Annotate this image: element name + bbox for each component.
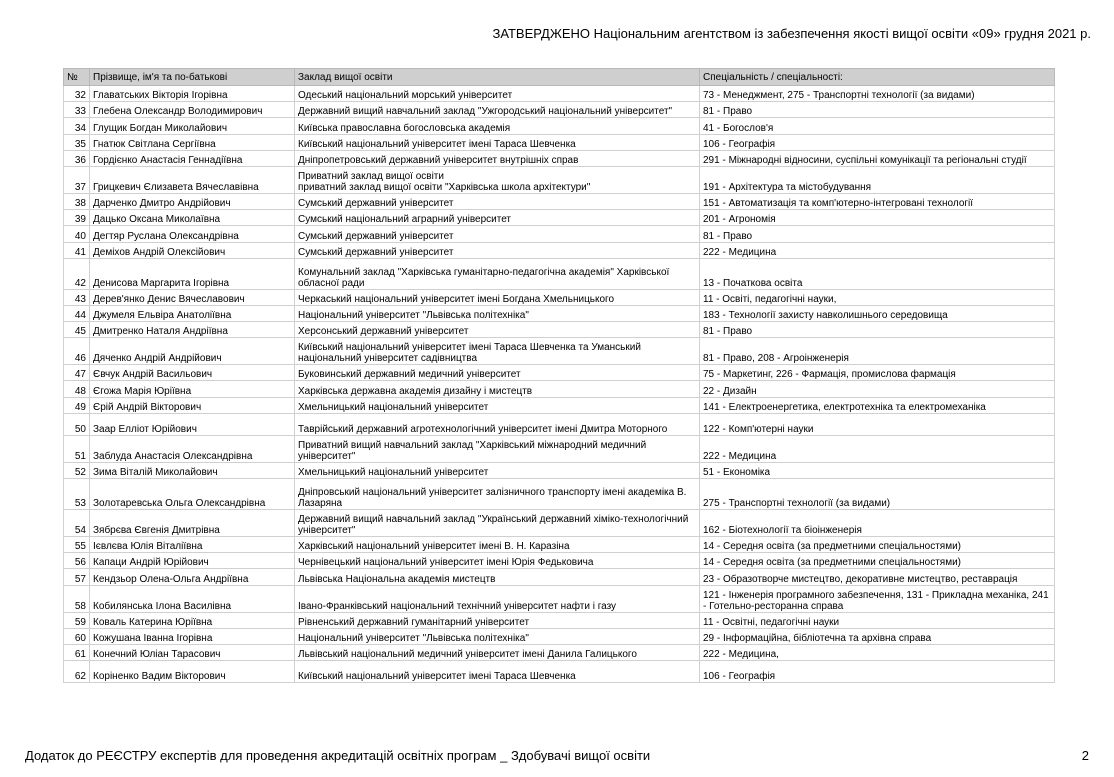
cell-institution: Комунальний заклад "Харківська гуманітарно-педагогічна академія" Харківської обласної ради (295, 258, 700, 289)
cell-name: Конечний Юліан Тарасович (90, 644, 295, 660)
cell-number: 55 (64, 537, 90, 553)
table-row (64, 102, 1055, 118)
cell-specialty: 29 - Інформаційна, бібліотечна та архівна справа (700, 628, 1055, 644)
cell-specialty: 183 - Технології захисту навколишнього середовища (700, 305, 1055, 321)
table-row (64, 553, 1055, 569)
cell-specialty: 14 - Середня освіта (за предметними спеціальностями) (700, 537, 1055, 553)
cell-name: Кендзьор Олена-Ольга Андріївна (90, 569, 295, 585)
cell-institution: Харківський національний університет імені В. Н. Каразіна (295, 537, 700, 553)
cell-institution: Хмельницький національний університет (295, 397, 700, 413)
table-header-row (64, 69, 1055, 86)
cell-number: 46 (64, 338, 90, 365)
cell-specialty: 222 - Медицина (700, 435, 1055, 462)
cell-institution: Хмельницький національний університет (295, 462, 700, 478)
column-header-specialty: Спеціальність / спеціальності: (700, 69, 1055, 86)
cell-institution: Київський національний університет імені Тараса Шевченка (295, 134, 700, 150)
cell-specialty: 75 - Маркетинг, 226 - Фармація, промислова фармація (700, 365, 1055, 381)
cell-specialty: 73 - Менеджмент, 275 - Транспортні технології (за видами) (700, 86, 1055, 102)
table-row (64, 134, 1055, 150)
cell-institution: Черкаський національний університет імені Богдана Хмельницького (295, 289, 700, 305)
cell-number: 61 (64, 644, 90, 660)
table-row (64, 258, 1055, 289)
cell-number: 50 (64, 413, 90, 435)
cell-specialty: 121 - Інженерія програмного забезпечення, 131 - Прикладна механіка, 241 - Готельно-ресторанна справа (700, 585, 1055, 612)
cell-name: Золотаревська Ольга Олександрівна (90, 479, 295, 510)
cell-number: 54 (64, 510, 90, 537)
cell-name: Заблуда Анастасія Олександрівна (90, 435, 295, 462)
cell-name: Коріненко Вадим Вікторович (90, 661, 295, 683)
table-body (64, 86, 1055, 683)
cell-name: Денисова Маргарита Ігорівна (90, 258, 295, 289)
cell-specialty: 22 - Дизайн (700, 381, 1055, 397)
cell-name: Заар Елліот Юрійович (90, 413, 295, 435)
table-row (64, 242, 1055, 258)
cell-number: 52 (64, 462, 90, 478)
cell-institution: Сумський державний університет (295, 193, 700, 209)
cell-number: 49 (64, 397, 90, 413)
cell-name: Гнатюк Світлана Сергіївна (90, 134, 295, 150)
table-row (64, 435, 1055, 462)
cell-institution: Сумський державний університет (295, 242, 700, 258)
table-row (64, 118, 1055, 134)
cell-number: 32 (64, 86, 90, 102)
cell-specialty: 106 - Географія (700, 134, 1055, 150)
cell-specialty: 81 - Право (700, 102, 1055, 118)
cell-number: 44 (64, 305, 90, 321)
cell-institution: Рівненський державний гуманітарний університет (295, 612, 700, 628)
cell-name: Деміхов Андрій Олексійович (90, 242, 295, 258)
cell-name: Коваль Катерина Юріївна (90, 612, 295, 628)
cell-name: Зима Віталій Миколайович (90, 462, 295, 478)
cell-specialty: 23 - Образотворче мистецтво, декоративне мистецтво, реставрація (700, 569, 1055, 585)
cell-number: 37 (64, 166, 90, 193)
cell-name: Капаци Андрій Юрійович (90, 553, 295, 569)
cell-institution: Дніпровський національний університет залізничного транспорту імені академіка В. Лазаряна (295, 479, 700, 510)
cell-institution: Приватний вищий навчальний заклад "Харківський міжнародний медичний університет" (295, 435, 700, 462)
cell-institution: Харківська державна академія дизайну і мистецтв (295, 381, 700, 397)
cell-institution: Львівський національний медичний університет імені Данила Галицького (295, 644, 700, 660)
cell-institution: Київський національний університет імені Тараса Шевченка та Уманський національний університет садівництва (295, 338, 700, 365)
cell-institution: Одеський національний морський університет (295, 86, 700, 102)
approval-statement: ЗАТВЕРДЖЕНО Національним агентством із забезпечення якості вищої освіти «09» грудня 2021 р. (492, 26, 1091, 41)
cell-number: 48 (64, 381, 90, 397)
cell-number: 41 (64, 242, 90, 258)
cell-number: 47 (64, 365, 90, 381)
cell-number: 62 (64, 661, 90, 683)
cell-specialty: 141 - Електроенергетика, електротехніка та електромеханіка (700, 397, 1055, 413)
cell-number: 58 (64, 585, 90, 612)
cell-specialty: 106 - Географія (700, 661, 1055, 683)
cell-institution: Державний вищий навчальний заклад "Ужгородський національний університет" (295, 102, 700, 118)
cell-specialty: 11 - Освіті, педагогічні науки, (700, 289, 1055, 305)
page-number: 2 (1081, 748, 1089, 763)
cell-institution: Львівська Національна академія мистецтв (295, 569, 700, 585)
cell-institution: Сумський державний університет (295, 226, 700, 242)
table-row (64, 585, 1055, 612)
cell-institution: Національний університет "Львівська політехніка" (295, 305, 700, 321)
cell-institution: Державний вищий навчальний заклад "Український державний хіміко-технологічний університет" (295, 510, 700, 537)
cell-name: Глебена Олександр Володимирович (90, 102, 295, 118)
cell-specialty: 222 - Медицина, (700, 644, 1055, 660)
cell-specialty: 201 - Агрономія (700, 210, 1055, 226)
cell-name: Гордієнко Анастасія Геннадіївна (90, 150, 295, 166)
cell-number: 60 (64, 628, 90, 644)
cell-name: Зябрєва Євгенія Дмитрівна (90, 510, 295, 537)
table-row (64, 537, 1055, 553)
table-row (64, 193, 1055, 209)
cell-number: 39 (64, 210, 90, 226)
cell-number: 38 (64, 193, 90, 209)
cell-specialty: 191 - Архітектура та містобудування (700, 166, 1055, 193)
experts-table (63, 68, 1055, 683)
cell-name: Єгожа Марія Юріївна (90, 381, 295, 397)
table-row (64, 150, 1055, 166)
cell-specialty: 275 - Транспортні технології (за видами) (700, 479, 1055, 510)
table-row (64, 628, 1055, 644)
footer-caption: Додаток до РЕЄСТРУ експертів для проведення акредитацій освітніх програм _ Здобувачі вищої освіти (25, 748, 651, 763)
table-row (64, 86, 1055, 102)
cell-institution: Приватний заклад вищої освіти приватний заклад вищої освіти "Харківська школа архітектури" (295, 166, 700, 193)
cell-institution: Сумський національний аграрний університет (295, 210, 700, 226)
cell-number: 45 (64, 322, 90, 338)
cell-name: Кобилянська Ілона Василівна (90, 585, 295, 612)
cell-number: 34 (64, 118, 90, 134)
cell-number: 59 (64, 612, 90, 628)
cell-number: 36 (64, 150, 90, 166)
cell-name: Дацько Оксана Миколаївна (90, 210, 295, 226)
table-row (64, 397, 1055, 413)
table-row (64, 166, 1055, 193)
table-row (64, 226, 1055, 242)
cell-name: Євчук Андрій Васильович (90, 365, 295, 381)
cell-name: Єрій Андрій Вікторович (90, 397, 295, 413)
experts-table-container (63, 68, 1055, 683)
table-row (64, 510, 1055, 537)
cell-name: Глущик Богдан Миколайович (90, 118, 295, 134)
column-header-institution: Заклад вищої освіти (295, 69, 700, 86)
table-row (64, 479, 1055, 510)
cell-institution: Івано-Франківський національний технічний університет нафти і газу (295, 585, 700, 612)
cell-specialty: 151 - Автоматизація та комп'ютерно-інтегровані технології (700, 193, 1055, 209)
cell-specialty: 81 - Право (700, 322, 1055, 338)
cell-name: Дмитренко Наталя Андріївна (90, 322, 295, 338)
cell-specialty: 162 - Біотехнології та біоінженерія (700, 510, 1055, 537)
table-row (64, 210, 1055, 226)
cell-specialty: 11 - Освітні, педагогічні науки (700, 612, 1055, 628)
cell-institution: Київська православна богословська академія (295, 118, 700, 134)
cell-specialty: 122 - Комп'ютерні науки (700, 413, 1055, 435)
cell-name: Главатських Вікторія Ігорівна (90, 86, 295, 102)
cell-institution: Національний університет "Львівська політехніка" (295, 628, 700, 644)
cell-number: 57 (64, 569, 90, 585)
cell-name: Ієвлєва Юлія Віталіївна (90, 537, 295, 553)
cell-name: Дегтяр Руслана Олександрівна (90, 226, 295, 242)
cell-specialty: 81 - Право (700, 226, 1055, 242)
cell-institution: Таврійський державний агротехнологічний університет імені Дмитра Моторного (295, 413, 700, 435)
table-row (64, 413, 1055, 435)
cell-institution: Херсонський державний університет (295, 322, 700, 338)
cell-specialty: 291 - Міжнародні відносини, суспільні комунікації та регіональні студії (700, 150, 1055, 166)
table-row (64, 462, 1055, 478)
table-row (64, 338, 1055, 365)
table-row (64, 661, 1055, 683)
cell-institution: Чернівецький національний університет імені Юрія Федьковича (295, 553, 700, 569)
cell-number: 56 (64, 553, 90, 569)
cell-specialty: 13 - Початкова освіта (700, 258, 1055, 289)
cell-institution: Дніпропетровський державний університет внутрішніх справ (295, 150, 700, 166)
cell-number: 33 (64, 102, 90, 118)
cell-name: Грицкевич Єлизавета Вячеславівна (90, 166, 295, 193)
cell-name: Дарченко Дмитро Андрійович (90, 193, 295, 209)
table-row (64, 322, 1055, 338)
cell-number: 40 (64, 226, 90, 242)
cell-number: 35 (64, 134, 90, 150)
table-row (64, 305, 1055, 321)
cell-name: Кожушана Іванна Ігорівна (90, 628, 295, 644)
cell-name: Дяченко Андрій Андрійович (90, 338, 295, 365)
cell-specialty: 14 - Середня освіта (за предметними спеціальностями) (700, 553, 1055, 569)
cell-name: Дерев'янко Денис Вячеславович (90, 289, 295, 305)
cell-specialty: 41 - Богослов'я (700, 118, 1055, 134)
column-header-name: Прізвище, ім'я та по-батькові (90, 69, 295, 86)
cell-number: 51 (64, 435, 90, 462)
table-row (64, 569, 1055, 585)
cell-number: 43 (64, 289, 90, 305)
cell-institution: Київський національний університет імені Тараса Шевченка (295, 661, 700, 683)
cell-specialty: 51 - Економіка (700, 462, 1055, 478)
table-row (64, 289, 1055, 305)
cell-number: 53 (64, 479, 90, 510)
cell-specialty: 81 - Право, 208 - Агроінженерія (700, 338, 1055, 365)
table-row (64, 381, 1055, 397)
cell-specialty: 222 - Медицина (700, 242, 1055, 258)
table-row (64, 644, 1055, 660)
column-header-number: № (64, 69, 90, 86)
table-row (64, 365, 1055, 381)
table-row (64, 612, 1055, 628)
cell-number: 42 (64, 258, 90, 289)
cell-institution: Буковинський державний медичний університет (295, 365, 700, 381)
cell-name: Джумеля Ельвіра Анатоліївна (90, 305, 295, 321)
